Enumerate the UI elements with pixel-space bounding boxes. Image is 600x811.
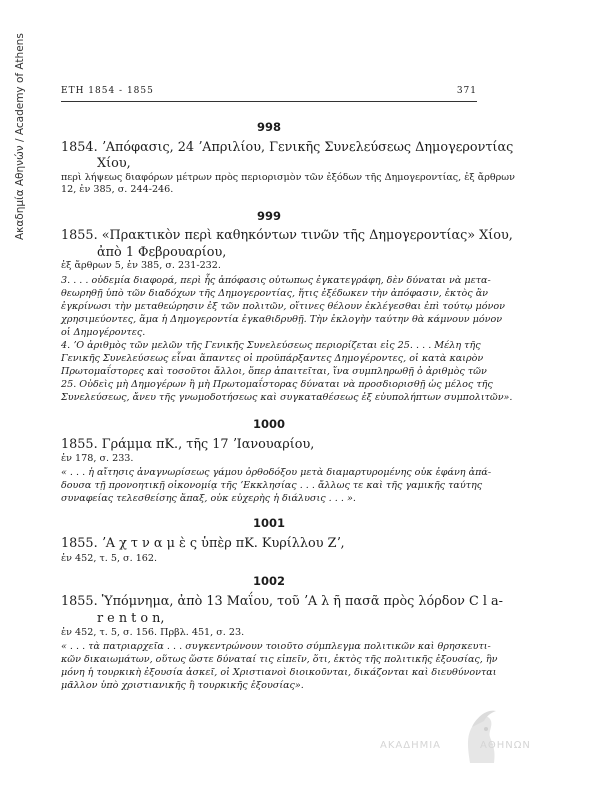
running-head — [61, 86, 477, 100]
watermark-right-text: ΑΘΗΝΩΝ — [480, 740, 531, 751]
entry-heading-cont: r e n t o n, — [97, 611, 165, 626]
entry-quote-line: 3. . . . οὐδεμία διαφορά, περὶ ἧς ἀπόφασις οὐτωπως ἐγκατεγράφη, δὲν δύναται νὰ μετα- — [61, 275, 491, 286]
entry-quote-line: συναφείας τελεσθείσης ἅπαξ, οὐκ εὐχερὴς ἡ διάλυσις . . . ». — [61, 493, 356, 504]
entry-quote-line: « . . . ἡ αἴτησις ἀναγνωρίσεως γάμου ὀρθοδόξου μετὰ διαμαρτυρομένης οὐκ ἐφάνη ἀπά- — [61, 467, 492, 478]
entry-number: 998 — [256, 120, 281, 134]
entry-quote-line: θεωρηθῇ ὑπὸ τῶν διαδόχων τῆς Δημογεροντίας, ἥτις ἐξέδωκεν τὴν ἀπόφασιν, ἐκτὸς ἂν — [61, 288, 489, 299]
entry-quote-line: « . . . τὰ πατριαρχεῖα . . . συγκεντρώνουν τοιοῦτο σύμπλεγμα πολιτικῶν καὶ θρησκευτι- — [61, 641, 491, 652]
entry-quote-line: Πρωτομαΐστορες καὶ τοσοῦτοι ἄλλοι, ὅπερ ἀπαιτεῖται, ἵνα συμπληρωθῇ ὁ ἀριθμὸς τῶν — [61, 366, 487, 377]
side-watermark-text: Ακαδημία Αθηνών / Academy of Athens — [14, 33, 26, 240]
entry-number: 1000 — [252, 417, 285, 431]
entry-quote-line: μᾶλλον ὑπὸ χριστιανικῆς ἢ τουρκικῆς ἐξουσίας». — [61, 680, 304, 691]
entry-heading: 1854. ʼΑπόφασις, 24 ʼΑπριλίου, Γενικῆς Συνελεύσεως Δημογεροντίας — [61, 140, 514, 155]
athena-head-icon — [460, 705, 500, 765]
entry-quote-line: 25. Οὐδεὶς μὴ Δημογέρων ἢ μὴ Πρωτομαΐστορας δύναται νὰ προσδιορισθῇ ὡς μέλος τῆς — [61, 379, 493, 390]
entry-quote-line: 4. ʼΟ ἀριθμὸς τῶν μελῶν τῆς Γενικῆς Συνελεύσεως περιορίζεται εἰς 25. . . . Μέλη τῆς — [61, 340, 481, 351]
entry-source: 12, ἐν 385, σ. 244-246. — [61, 184, 174, 195]
entry-number: 1002 — [252, 574, 285, 588]
entry-quote-line: οἱ Δημογέροντες. — [61, 327, 146, 338]
entry-number: 999 — [256, 209, 281, 223]
entry-heading-cont: ἀπὸ 1 Φεβρουαρίου, — [97, 245, 227, 260]
entry-quote-line: δουσα τῇ προνοητικῇ οἰκονομίᾳ τῆς ʼΕκκλησίας . . . ἄλλως τε καὶ τῆς γαμικῆς ταύτης — [61, 480, 483, 491]
entry-quote-line: κῶν δικαιωμάτων, οὕτως ὥστε δύναταί τις εἰπεῖν, ὅτι, ἐκτὸς τῆς πολιτικῆς ἐξουσίας, ἣν — [61, 654, 498, 665]
entry-quote-line: μόνη ἡ τουρκικὴ ἐξουσία ἀσκεῖ, οἱ Χριστιανοὶ διοικοῦνται, δικάζονται καὶ διευθύνονται — [61, 667, 497, 678]
header-rule — [61, 101, 477, 102]
entry-quote-line: Συνελεύσεως, ἄνευ τῆς γνωμοδοτήσεως καὶ συγκαταθέσεως ἐξ εὐυπολήπτων συμπολιτῶν». — [61, 392, 513, 403]
entry-quote-line: χρησιμεύοντες, ἅμα ἡ Δημογεροντία ἐγκαθιδρυθῇ. Τὴν ἐκλογὴν ταύτην θὰ κάμνουν μόνον — [61, 314, 503, 325]
entry-quote-line: ἐγκρίνωσι τὴν μεταθεώρησιν ἐξ τῶν πολιτῶν, οἵτινες θέλουν ἐκλέγεσθαι ἐπὶ τούτῳ μόνον — [61, 301, 505, 312]
side-watermark — [10, 33, 32, 240]
entry-note: περὶ λήψεως διαφόρων μέτρων πρὸς περιορισμὸν τῶν ἐξόδων τῆς Δημογεροντίας, ἐξ ἄρθρων — [61, 172, 515, 183]
entry-heading: 1855. Γράμμα πΚ., τῆς 17 ʼΙανουαρίου, — [61, 437, 315, 452]
entry-source: ἐν 178, σ. 233. — [61, 453, 134, 464]
page-number: 371 — [456, 86, 477, 96]
entry-source: ἐν 452, τ. 5, σ. 156. Πρβλ. 451, σ. 23. — [61, 627, 245, 638]
entry-source: ἐν 452, τ. 5, σ. 162. — [61, 553, 158, 564]
entry-heading: 1855. ʼΑ χ τ ν α μ ὲ ς ὑπὲρ πΚ. Κυρίλλου Ζʼ, — [61, 536, 345, 551]
running-head-title: ΕΤΗ 1854 - 1855 — [61, 86, 154, 96]
entry-heading: 1855. «Πρακτικὸν περὶ καθηκόντων τινῶν τῆς Δημογεροντίας» Χίου, — [61, 228, 513, 243]
entry-quote-line: Γενικῆς Συνελεύσεως εἶναι ἅπαντες οἱ προϋπάρξαντες Δημογέροντες, οἱ κατὰ καιρὸν — [61, 353, 484, 364]
entry-heading: 1855. Ὑπόμνημα, ἀπὸ 13 Μαΐου, τοῦ ʼΑ λ ῆ πασᾶ πρὸς λόρδον C l a- — [61, 594, 503, 609]
entry-heading-cont: Χίου, — [97, 156, 131, 171]
academy-watermark — [380, 705, 570, 775]
entry-number: 1001 — [252, 516, 285, 530]
entry-source: ἐξ ἄρθρων 5, ἐν 385, σ. 231-232. — [61, 260, 221, 271]
watermark-left-text: ΑΚΑΔΗΜΙΑ — [380, 740, 442, 751]
